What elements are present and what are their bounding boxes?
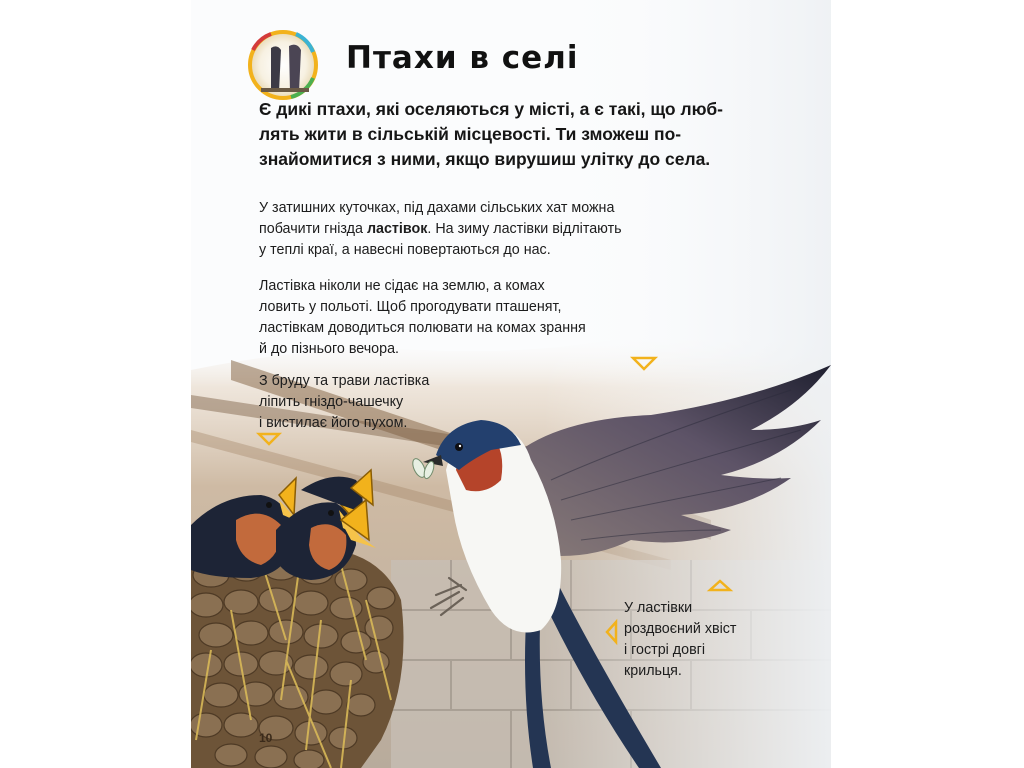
caption-line: У ластівки	[624, 600, 693, 616]
caption-line: крильця.	[624, 663, 682, 679]
intro-line: Є дикі птахи, які оселяються у місті, а є такі, що люб-	[259, 99, 723, 119]
caption-line: ліпить гніздо-чашечку	[259, 394, 404, 410]
intro-line: лять жити в сільській місцевості. Ти зможеш по-	[259, 124, 682, 144]
nests-paragraph	[259, 198, 739, 261]
hunting-paragraph	[259, 276, 739, 360]
paragraph-line: ловить у польоті. Щоб прогодувати пташенят,	[259, 299, 562, 315]
book-page	[191, 0, 831, 768]
caption-line: і гострі довгі	[624, 642, 706, 658]
caption-line: роздвоєний хвіст	[624, 621, 737, 637]
paragraph-line: ластівкам доводиться полювати на комах зрання	[259, 320, 586, 336]
tail-caption	[624, 598, 736, 682]
paragraph-text: побачити гнізда	[259, 221, 367, 237]
paragraph-text: . На зиму ластівки відлітають	[427, 221, 622, 237]
paragraph-line: У затишних куточках, під дахами сільських хат можна	[259, 200, 615, 216]
paragraph-line: й до пізнього вечора.	[259, 341, 400, 357]
caption-line: З бруду та трави ластівка	[259, 373, 430, 389]
intro-paragraph	[259, 97, 779, 172]
intro-line: знайомитися з ними, якщо вирушиш улітку до села.	[259, 149, 711, 169]
page-number: 10	[259, 731, 273, 745]
highlight-term: ластівок	[366, 221, 428, 237]
swallow-nest	[191, 548, 404, 768]
caption-line: і вистилає його пухом.	[259, 415, 408, 431]
page-title: Птахи в селі	[346, 40, 579, 76]
paragraph-line: у теплі краї, а навесні повертаються до нас.	[259, 242, 551, 258]
paragraph-line: Ластівка ніколи не сідає на землю, а комах	[259, 278, 545, 294]
paragraph-line	[259, 219, 739, 240]
swallows-badge-icon	[250, 32, 316, 98]
nest-caption	[259, 371, 429, 434]
